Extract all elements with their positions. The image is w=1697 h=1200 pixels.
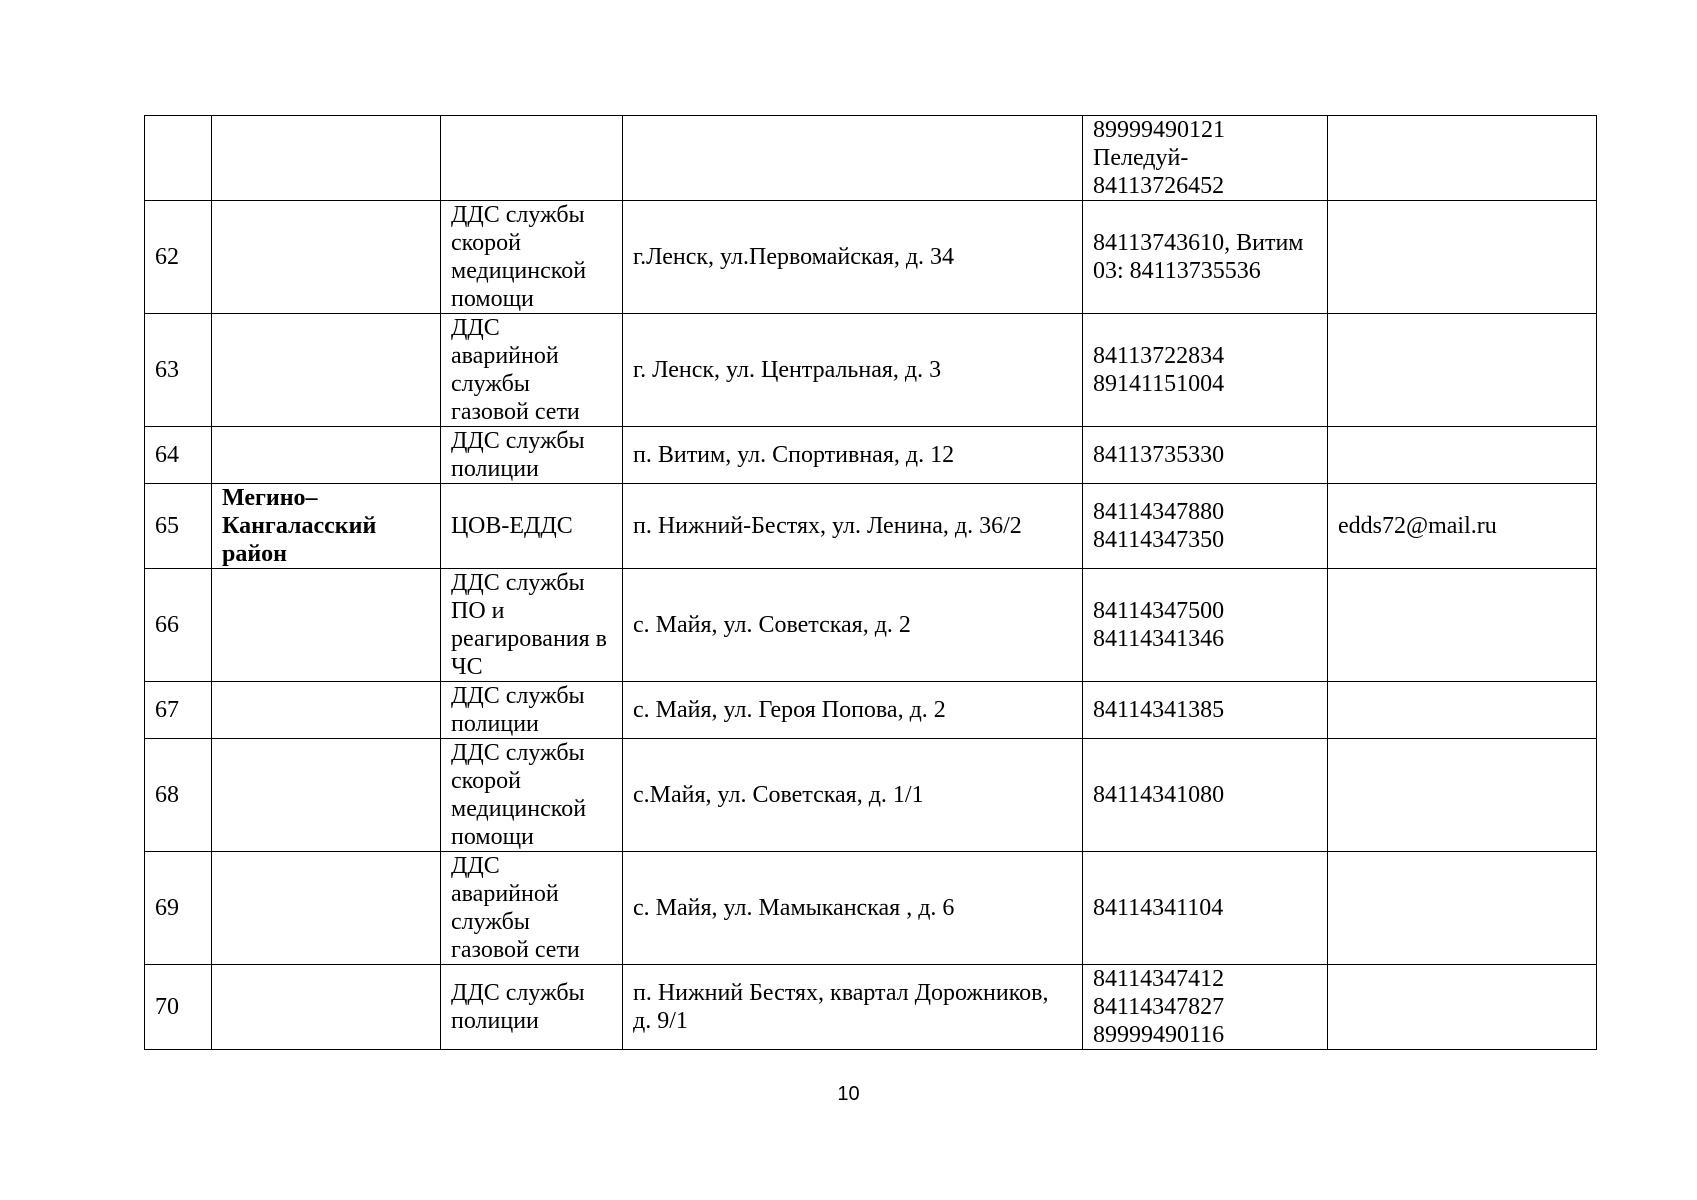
phone-cell: 84114347500 84114341346: [1083, 569, 1328, 682]
district-cell: [212, 116, 441, 201]
district-cell: [212, 965, 441, 1050]
address-cell: [623, 116, 1083, 201]
row-number: 68: [145, 739, 212, 852]
email-cell: [1328, 852, 1597, 965]
service-cell: ЦОВ-ЕДДС: [441, 484, 623, 569]
row-number: 67: [145, 682, 212, 739]
email-cell: [1328, 314, 1597, 427]
address-cell: с. Майя, ул. Мамыканская , д. 6: [623, 852, 1083, 965]
row-number: 65: [145, 484, 212, 569]
phone-cell: 89999490121 Пеледуй- 84113726452: [1083, 116, 1328, 201]
address-cell: п. Нижний-Бестях, ул. Ленина, д. 36/2: [623, 484, 1083, 569]
district-cell: [212, 201, 441, 314]
table-row: [145, 852, 1597, 965]
table-row: [145, 314, 1597, 427]
service-cell: ДДС службы полиции: [441, 965, 623, 1050]
email-cell: [1328, 682, 1597, 739]
phone-cell: 84113722834 89141151004: [1083, 314, 1328, 427]
district-cell: [212, 314, 441, 427]
address-cell: с. Майя, ул. Советская, д. 2: [623, 569, 1083, 682]
service-cell: ДДС службы полиции: [441, 427, 623, 484]
address-cell: с. Майя, ул. Героя Попова, д. 2: [623, 682, 1083, 739]
service-cell: ДДС службы полиции: [441, 682, 623, 739]
district-cell: [212, 427, 441, 484]
email-cell: [1328, 116, 1597, 201]
email-cell: [1328, 739, 1597, 852]
table-row: [145, 116, 1597, 201]
table-row: [145, 201, 1597, 314]
email-cell: [1328, 569, 1597, 682]
contacts-table: [144, 115, 1597, 1050]
row-number: 64: [145, 427, 212, 484]
district-cell: [212, 852, 441, 965]
row-number: 62: [145, 201, 212, 314]
district-cell: [212, 569, 441, 682]
email-cell: [1328, 201, 1597, 314]
phone-cell: 84113743610, Витим 03: 84113735536: [1083, 201, 1328, 314]
service-cell: ДДС аварийной службы газовой сети: [441, 852, 623, 965]
address-cell: п. Витим, ул. Спортивная, д. 12: [623, 427, 1083, 484]
service-cell: ДДС службы скорой медицинской помощи: [441, 739, 623, 852]
address-cell: с.Майя, ул. Советская, д. 1/1: [623, 739, 1083, 852]
table-row: [145, 739, 1597, 852]
table-row: [145, 569, 1597, 682]
district-cell: [212, 739, 441, 852]
phone-cell: 84113735330: [1083, 427, 1328, 484]
row-number: 69: [145, 852, 212, 965]
table-row: [145, 427, 1597, 484]
service-cell: ДДС аварийной службы газовой сети: [441, 314, 623, 427]
table-row: [145, 965, 1597, 1050]
email-cell: edds72@mail.ru: [1328, 484, 1597, 569]
address-cell: г.Ленск, ул.Первомайская, д. 34: [623, 201, 1083, 314]
email-cell: [1328, 427, 1597, 484]
address-cell: г. Ленск, ул. Центральная, д. 3: [623, 314, 1083, 427]
row-number: 63: [145, 314, 212, 427]
phone-cell: 84114347880 84114347350: [1083, 484, 1328, 569]
row-number: 70: [145, 965, 212, 1050]
phone-cell: 84114341080: [1083, 739, 1328, 852]
phone-cell: 84114341104: [1083, 852, 1328, 965]
service-cell: ДДС службы ПО и реагирования в ЧС: [441, 569, 623, 682]
service-cell: [441, 116, 623, 201]
address-cell: п. Нижний Бестях, квартал Дорожников, д. 9/1: [623, 965, 1083, 1050]
table-row: [145, 484, 1597, 569]
row-number: [145, 116, 212, 201]
page-number: 10: [837, 1083, 860, 1105]
row-number: 66: [145, 569, 212, 682]
service-cell: ДДС службы скорой медицинской помощи: [441, 201, 623, 314]
phone-cell: 84114341385: [1083, 682, 1328, 739]
table-row: [145, 682, 1597, 739]
district-cell: [212, 682, 441, 739]
district-cell: Мегино– Кангаласский район: [212, 484, 441, 569]
email-cell: [1328, 965, 1597, 1050]
phone-cell: 84114347412 84114347827 89999490116: [1083, 965, 1328, 1050]
